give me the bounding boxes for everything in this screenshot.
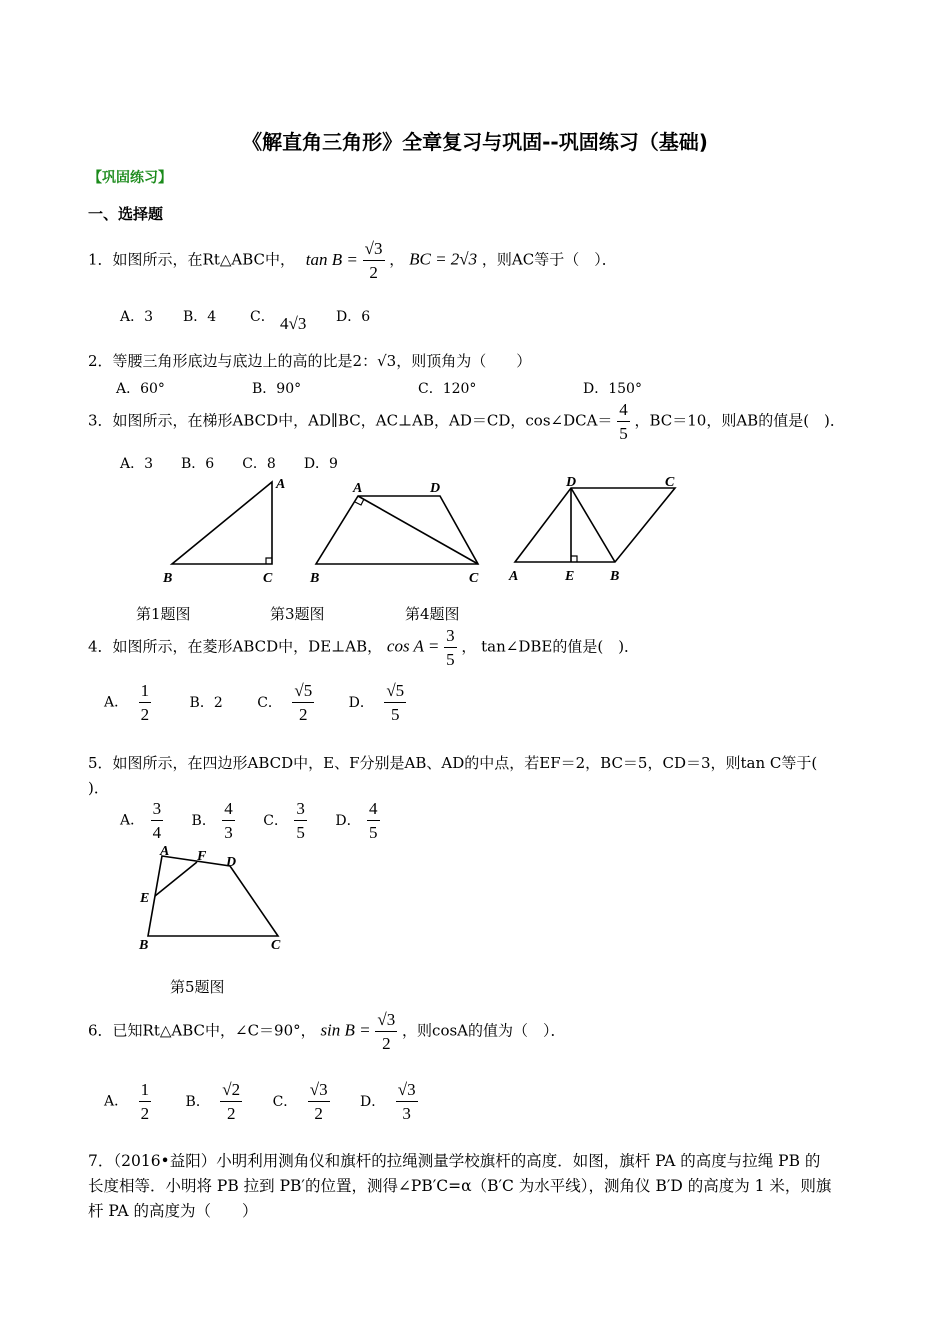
q5-option-b-den: 3 bbox=[224, 823, 233, 842]
q3-pre: 3．如图所示，在梯形ABCD中，AD∥BC，AC⊥AB，AD＝CD，cos∠DCA＝ bbox=[88, 411, 613, 430]
q4-option-a-label: A． bbox=[104, 694, 129, 711]
q5-option-a-num: 3 bbox=[151, 800, 164, 821]
question-5-line-2: )． bbox=[88, 779, 109, 797]
fig5-quadrilateral bbox=[148, 856, 278, 936]
q1-option-c-value: 4√3 bbox=[280, 314, 307, 333]
q4-cos-lhs: cos A = bbox=[386, 636, 440, 656]
q4-option-d-fraction bbox=[384, 682, 406, 723]
q5-option-c-den: 5 bbox=[296, 823, 305, 842]
q1-option-d: D．6 bbox=[336, 309, 371, 325]
figure-5 bbox=[134, 842, 294, 956]
q6-sin-den: 2 bbox=[382, 1034, 391, 1053]
question-7-line-2: 长度相等．小明将 PB 拉到 PB′的位置，测得∠PB′C=α（B′C 为水平线），测角仪 B′D 的高度为 1 米，则旗 bbox=[88, 1177, 832, 1195]
q6-post: ，则cosA的值为（ ）． bbox=[402, 1021, 566, 1040]
fig4-segment-db bbox=[571, 488, 615, 562]
q4-cos-den: 5 bbox=[446, 650, 455, 669]
question-1 bbox=[88, 240, 617, 281]
fig5-label-e: E bbox=[140, 891, 150, 906]
q4-option-a-den: 2 bbox=[140, 705, 150, 724]
q5-option-b-num: 4 bbox=[222, 800, 235, 821]
q6-option-b-fraction bbox=[220, 1081, 242, 1122]
section-review-heading: 【巩固练习】 bbox=[88, 170, 172, 186]
fig5-segment-ef bbox=[155, 862, 197, 896]
fig3-label-d: D bbox=[430, 481, 441, 496]
q1-option-c-label: C． bbox=[250, 309, 275, 325]
q4-option-c-label: C． bbox=[257, 694, 282, 711]
q6-options bbox=[104, 1081, 418, 1122]
fig3-trapezoid bbox=[316, 496, 478, 564]
fig5-label-f: F bbox=[197, 849, 207, 864]
q2-option-c: C．120° bbox=[418, 381, 477, 397]
q5-option-d-den: 5 bbox=[369, 823, 378, 842]
q6-option-c-den: 2 bbox=[314, 1104, 323, 1123]
q5-option-b-label: B． bbox=[191, 812, 216, 829]
question-7-line-1: 7．（2016•益阳）小明利用测角仪和旗杆的拉绳测量学校旗杆的高度．如图，旗杆 PA 的高度与拉绳 PB 的 bbox=[88, 1152, 821, 1170]
q4-option-d-den: 5 bbox=[391, 705, 400, 724]
q5-option-c-fraction bbox=[294, 800, 307, 841]
q6-option-c-label: C． bbox=[272, 1093, 298, 1110]
question-4 bbox=[88, 627, 639, 668]
q1-option-a: A．3 bbox=[120, 309, 154, 325]
page-title: 《解直角三角形》全章复习与巩固--巩固练习（基础) bbox=[242, 130, 708, 154]
q4-cos-num: 3 bbox=[444, 627, 457, 648]
q3-cos-fraction bbox=[617, 401, 630, 442]
q1-option-b: B．4 bbox=[183, 309, 217, 325]
fig3-label-b: B bbox=[310, 571, 320, 586]
question-2: 2．等腰三角形底边与底边上的高的比是2：√3，则顶角为（ ） bbox=[88, 352, 532, 370]
q3-cos-num: 4 bbox=[617, 401, 630, 422]
figure-1 bbox=[160, 474, 290, 586]
fig3-label-a: A bbox=[353, 481, 363, 496]
fig4-label-d: D bbox=[566, 475, 577, 490]
q2-option-a: A．60° bbox=[116, 381, 165, 397]
figure-4-caption: 第4题图 bbox=[405, 605, 460, 623]
q3-post: ，BC＝10，则AB的值是( )． bbox=[634, 411, 845, 430]
figure-3 bbox=[306, 474, 498, 586]
q2-option-b: B．90° bbox=[252, 381, 302, 397]
q4-option-b: B．2 bbox=[189, 694, 223, 711]
q4-option-a-fraction bbox=[139, 682, 152, 723]
section-choice-heading: 一、选择题 bbox=[88, 205, 164, 223]
q6-option-a-label: A． bbox=[104, 1093, 129, 1110]
fig3-label-c: C bbox=[469, 571, 479, 586]
q5-option-d-fraction bbox=[367, 800, 380, 841]
q3-cos-den: 5 bbox=[619, 424, 628, 443]
q1-tan-fraction bbox=[363, 240, 385, 281]
q5-option-a-fraction bbox=[151, 800, 164, 841]
q5-option-c-label: C． bbox=[263, 812, 288, 829]
fig4-label-e: E bbox=[565, 569, 575, 584]
q5-option-a-den: 4 bbox=[152, 823, 162, 842]
fig1-triangle bbox=[172, 482, 272, 564]
q5-options bbox=[120, 800, 380, 841]
fig1-label-a: A bbox=[276, 477, 286, 492]
figure-5-caption: 第5题图 bbox=[170, 978, 225, 996]
fig5-label-c: C bbox=[271, 938, 281, 953]
q5-option-b-fraction bbox=[222, 800, 235, 841]
q6-pre: 6．已知Rt△ABC中，∠C＝90°， bbox=[88, 1021, 316, 1040]
question-6 bbox=[88, 1011, 566, 1052]
q1-sep: ， bbox=[389, 250, 405, 269]
q6-sin-lhs: sin B = bbox=[320, 1020, 371, 1040]
q1-bc: BC = 2√3 bbox=[409, 249, 478, 269]
q5-option-d-label: D． bbox=[335, 812, 361, 829]
q6-option-d-den: 3 bbox=[402, 1104, 411, 1123]
fig3-diagonal-ac bbox=[358, 496, 478, 564]
question-7-line-3: 杆 PA 的高度为（ ） bbox=[88, 1202, 258, 1220]
q4-post: ， tan∠DBE的值是( )． bbox=[461, 637, 640, 656]
q6-option-c-num: √3 bbox=[308, 1081, 330, 1102]
q6-option-b-den: 2 bbox=[226, 1104, 236, 1123]
fig5-label-d: D bbox=[226, 855, 237, 870]
fig5-label-a: A bbox=[160, 844, 170, 859]
q5-option-a-label: A． bbox=[120, 812, 145, 829]
q6-sin-fraction bbox=[375, 1011, 397, 1052]
q6-sin-num: √3 bbox=[375, 1011, 397, 1032]
q4-cos-fraction bbox=[444, 627, 457, 668]
q1-post: ，则AC等于（ ）． bbox=[481, 250, 617, 269]
q6-option-a-fraction bbox=[139, 1081, 152, 1122]
q4-option-c-num: √5 bbox=[292, 682, 314, 703]
q5-option-c-num: 3 bbox=[294, 800, 307, 821]
fig1-label-b: B bbox=[163, 571, 173, 586]
fig1-right-angle bbox=[266, 558, 272, 564]
q4-option-d-num: √5 bbox=[384, 682, 406, 703]
q6-option-b-label: B． bbox=[185, 1093, 210, 1110]
figure-3-caption: 第3题图 bbox=[270, 605, 325, 623]
q1-tan-den: 2 bbox=[369, 263, 378, 282]
q4-pre: 4．如图所示，在菱形ABCD中，DE⊥AB， bbox=[88, 637, 383, 656]
q2-option-d: D．150° bbox=[583, 381, 642, 397]
q4-option-c-den: 2 bbox=[299, 705, 308, 724]
fig4-label-c: C bbox=[665, 475, 675, 490]
q6-option-a-num: 1 bbox=[139, 1081, 152, 1102]
question-5-line-1: 5．如图所示，在四边形ABCD中，E、F分别是AB、AD的中点，若EF＝2，BC＝5，CD＝3，则tan C等于( bbox=[88, 754, 818, 772]
q6-option-a-den: 2 bbox=[140, 1104, 150, 1123]
q6-option-d-label: D． bbox=[360, 1093, 386, 1110]
q6-option-d-fraction bbox=[396, 1081, 418, 1122]
q1-tan-lhs: tan B = bbox=[305, 249, 358, 269]
fig4-rhombus bbox=[515, 488, 675, 562]
q5-option-d-num: 4 bbox=[367, 800, 380, 821]
q1-tan-num: √3 bbox=[363, 240, 385, 261]
q4-option-d-label: D． bbox=[348, 694, 374, 711]
fig4-label-a: A bbox=[509, 569, 519, 584]
q6-option-b-num: √2 bbox=[220, 1081, 242, 1102]
q4-option-a-num: 1 bbox=[139, 682, 152, 703]
q4-option-c-fraction bbox=[292, 682, 314, 723]
q6-option-d-num: √3 bbox=[396, 1081, 418, 1102]
fig1-label-c: C bbox=[263, 571, 273, 586]
q1-pre: 1．如图所示，在Rt△ABC中， bbox=[88, 250, 296, 269]
fig5-label-b: B bbox=[139, 938, 149, 953]
q6-option-c-fraction bbox=[308, 1081, 330, 1122]
figure-4 bbox=[505, 472, 685, 586]
q3-options: A．3 B．6 C．8 D．9 bbox=[120, 456, 338, 472]
fig4-right-angle bbox=[571, 556, 577, 562]
question-3 bbox=[88, 401, 845, 442]
fig4-label-b: B bbox=[610, 569, 620, 584]
q4-options bbox=[104, 682, 406, 723]
figure-1-caption: 第1题图 bbox=[136, 605, 191, 623]
